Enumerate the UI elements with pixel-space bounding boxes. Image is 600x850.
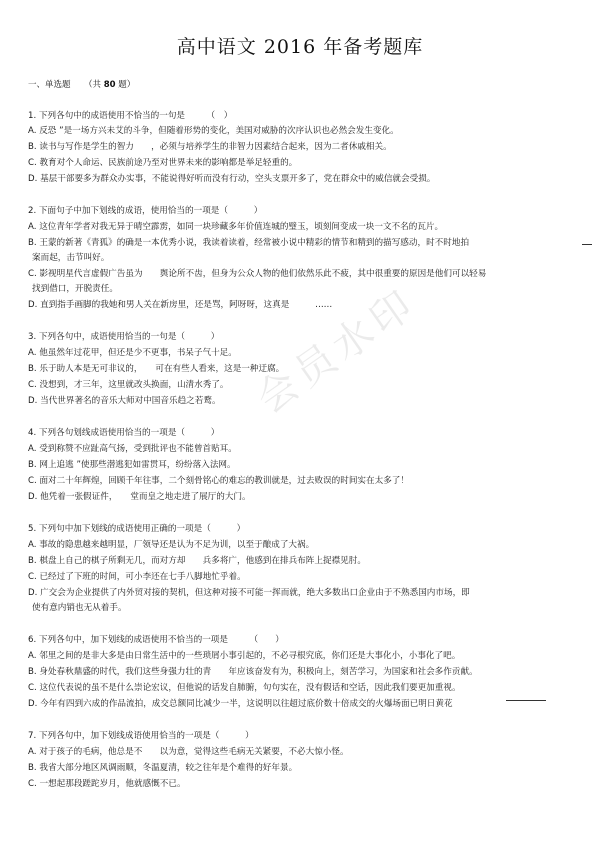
question-7-option-c: C. 一想起那段蹉跎岁月，他就感慨不已。	[28, 779, 186, 789]
question-3-option-c: C. 没想到，才三年，这里就改头换面，山清水秀了。	[28, 380, 229, 390]
question-5-option-d: D. 广交会为企业提供了内外贸对接的契机，但这种对接不可能一挥而就，绝大多数出口企业由于不熟悉国内市场，即	[28, 588, 470, 598]
section-count-suffix: 题）	[118, 80, 136, 90]
question-7-option-a: A. 对于孩子的毛病，他总是不 以为意，觉得这些毛病无关紧要，不必大惊小怪。	[28, 747, 349, 757]
question-2-option-a: A. 这位青年学者对我无异于晴空霹雳，如同一块珍藏多年价值连城的璧玉，顷刻间变成一块一文不名的瓦片。	[28, 222, 444, 232]
question-5-stem: 5. 下列句中加下划线的成语使用正确的一项是（ ）	[28, 524, 246, 534]
question-4-option-d: D. 他凭着一张假证件， 堂而皇之地走进了展厅的大门。	[28, 492, 251, 502]
question-1-option-b: B. 读书与写作是学生的智力 ，必须与培养学生的非智力因素结合起来，因为二者休戚相关。	[28, 142, 392, 152]
question-6-option-b: B. 身处春秋鼎盛的时代，我们这些身强力壮的青 年应该奋发有为，积极向上，刻苦学习，为国家和社会多作贡献。	[28, 667, 478, 677]
question-5-option-c: C. 已经过了下班的时间，可小李还在七手八脚地忙乎着。	[28, 572, 246, 582]
question-4-option-b: B. 网上追逃 ”使那些潜逃犯如雷贯耳，纷纷落入法网。	[28, 460, 236, 470]
question-5-option-b: B. 棋盘上自己的棋子所剩无几，而对方却 兵多将广，他感到在排兵布阵上捉襟见肘。	[28, 556, 366, 566]
question-2-option-c: C. 影视明星代言虚假广告虽为 舆论所不齿，但身为公众人物的他们依然乐此不疲，其中很重要的原因是他们可以轻易	[28, 269, 487, 279]
question-3-stem: 3. 下列各句中，成语使用恰当的一句是（ ）	[28, 332, 220, 342]
watermark: 会员水印	[248, 279, 426, 423]
question-2-stem: 2. 下面句子中加下划线的成语，使用恰当的一项是（ ）	[28, 206, 263, 216]
question-2-option-d: D. 直到指手画脚的我她和男人关在新房里，还是骂，阿呀呀，这真是 ……	[28, 300, 333, 310]
section-heading	[28, 78, 135, 90]
question-6-option-d: D. 今年有四到六成的作品流拍，成交总额同比减少一半，这说明以往超过底价数十倍成交的火爆场面已明日黄花	[28, 699, 453, 709]
question-3-option-d: D. 当代世界著名的音乐大师对中国音乐趋之若鹜。	[28, 396, 221, 406]
question-5-option-a: A. 事故的隐患越来越明显，厂领导还是认为不足为训，以至于酿成了大祸。	[28, 540, 315, 550]
margin-mark	[582, 244, 592, 245]
question-6-option-c: C. 这位代表说的虽不是什么崇论宏议，但他说的话发自肺腑，句句实在，没有假话和空话，因此我们要更加重视。	[28, 683, 461, 693]
question-2-option-b-cont: 案而起，击节叫好。	[32, 253, 110, 263]
question-7-option-b: B. 我省大部分地区风调雨顺，冬温夏清，较之往年是个难得的好年景。	[28, 763, 298, 773]
question-6-stem: 6. 下列各句中，加下划线的成语使用不恰当的一项是 （ ）	[28, 635, 284, 645]
question-4-option-c: C. 面对二十年辉煌，回顾千年往事，二个刻骨铭心的难忘的教训就是，过去败误的时间实在太多了！	[28, 476, 409, 486]
question-2-option-b: B. 王蒙的新著《青狐》的确是一本优秀小说，我读着读着，经常被小说中精彩的情节和精到的描写感动，时不时地拍	[28, 238, 470, 248]
section-label: 一、单选题	[28, 80, 71, 90]
question-1-option-d: D. 基层干部要多为群众办实事，不能说得好听而没有行动，空头支票开多了，党在群众中的威信就会受损。	[28, 174, 436, 184]
question-1-option-c: C. 教育对个人命运、民族前途乃至对世界未来的影响都是举足轻重的。	[28, 158, 298, 168]
section-count: 80	[103, 80, 116, 90]
question-3-option-b: B. 乐于助人本是无可非议的， 可在有些人看来，这是一种迂腐。	[28, 364, 285, 374]
question-3-option-a: A. 他虽然年过花甲，但还是少不更事，书呆子气十足。	[28, 348, 237, 358]
question-6-option-a: A. 邻里之间的是非大多是由日常生活中的一些琐屑小事引起的，不必寻根究底，你们还是大事化小，小事化了吧。	[28, 651, 461, 661]
question-1-stem: 1. 下列各句中的成语使用不恰当的一句是 （ ）	[28, 111, 233, 121]
question-2-option-c-cont: 找到借口，开脱责任。	[32, 284, 118, 294]
answer-blank	[506, 700, 546, 701]
question-4-option-a: A. 受到称赞不应趾高气扬，受到批评也不能曾首贴耳。	[28, 444, 237, 454]
section-count-prefix: （共	[84, 80, 102, 90]
question-5-option-d-cont: 使有意内销也无从着手。	[32, 603, 127, 613]
question-4-stem: 4. 下列各句划线成语使用恰当的一项是（ ）	[28, 428, 220, 438]
question-7-stem: 7. 下列各句中，加下划线成语使用恰当的一项是（ ）	[28, 731, 254, 741]
page-title: 高中语文 2016 年备考题库	[176, 36, 424, 58]
question-1-option-a: A. 反恐 ”是一场方兴未艾的斗争，但随着形势的变化，美国对威胁的次序认识也必然会发生变化。	[28, 126, 399, 136]
